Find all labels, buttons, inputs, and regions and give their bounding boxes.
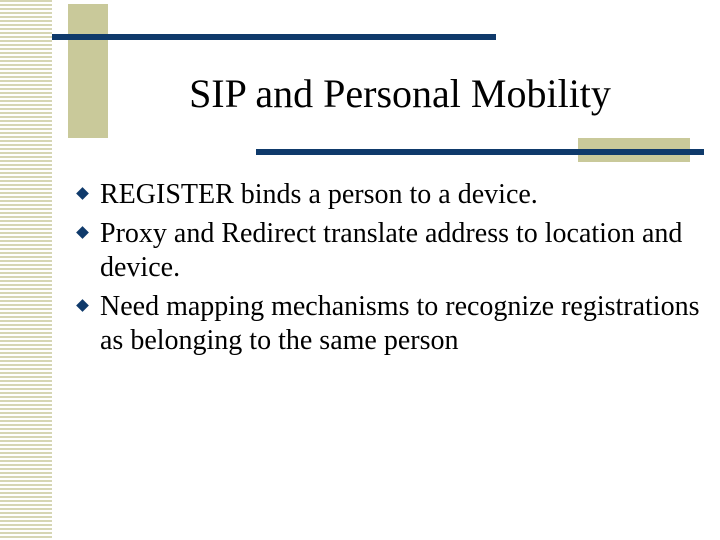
bullet-item: [76, 178, 706, 212]
bullet-text: Proxy and Redirect translate address to location and device.: [100, 218, 683, 283]
top-accent-bar: [52, 34, 496, 40]
bullet-list: [76, 178, 706, 363]
diamond-bullet-icon: [76, 226, 89, 239]
diamond-bullet-icon: [76, 299, 89, 312]
bottom-accent-bar: [256, 149, 704, 155]
slide-title: SIP and Personal Mobility: [189, 71, 611, 116]
diamond-bullet-icon: [76, 187, 89, 200]
bullet-item: [76, 290, 706, 358]
bullet-item: [76, 217, 706, 285]
decorative-stripe: [0, 0, 52, 540]
bullet-text: Need mapping mechanisms to recognize registrations as belonging to the same person: [100, 291, 700, 356]
bullet-text: REGISTER binds a person to a device.: [100, 179, 538, 210]
